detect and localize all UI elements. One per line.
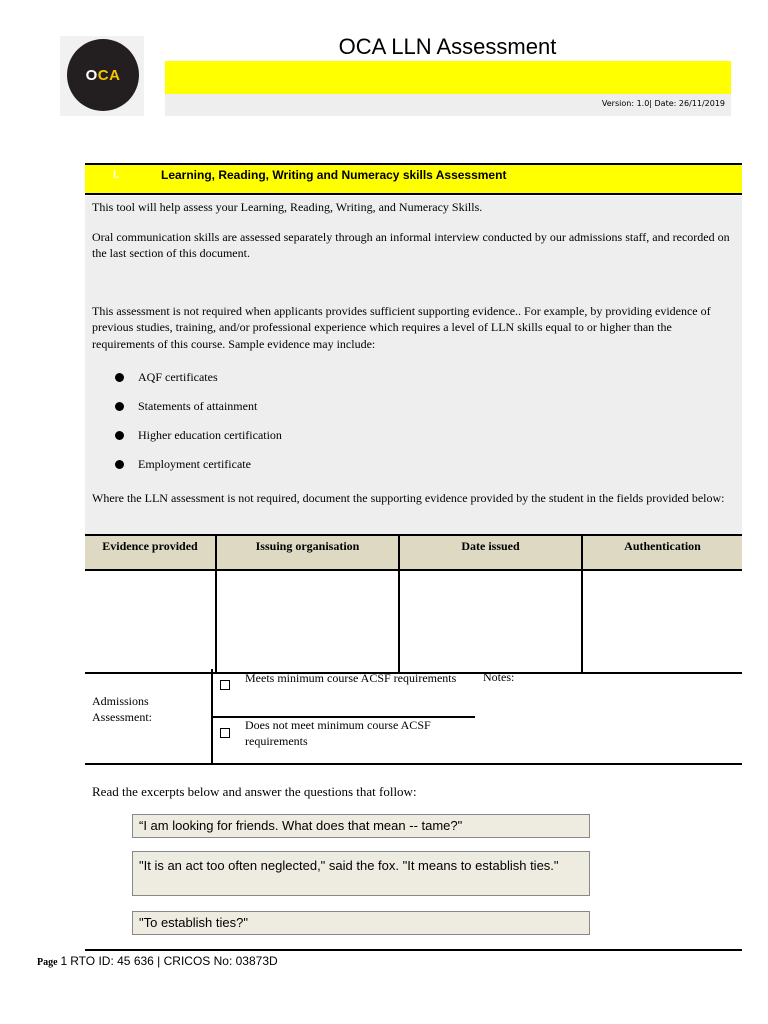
not-meets-requirements-checkbox[interactable] [220,728,230,738]
list-item-text: Higher education certification [138,428,282,442]
column-header-authentication: Authentication [582,535,742,570]
bullet-icon [115,460,124,469]
list-item [92,456,735,485]
evidence-table [85,534,742,674]
intro-paragraph-3: This assessment is not required when applicants provides sufficient supporting evidence.. For example, by providing evidence of previous studies, training, and/or professional experience which requires a level of LLN skills equal to or higher than the requirements of this course. Sample evidence may include: [92,303,711,351]
excerpt-quote-1: “I am looking for friends. What does that mean -- tame?" [132,814,590,838]
version-info: Version: 1.0| Date: 26/11/2019 [165,94,731,116]
footer-rule [85,949,742,951]
column-header-date-issued: Date issued [399,535,582,570]
table-header-row [85,535,742,570]
logo-background [60,36,144,116]
header-highlight-band [165,61,731,94]
admissions-bottom-rule [85,763,742,765]
meets-requirements-checkbox[interactable] [220,680,230,690]
page-footer [37,954,278,969]
excerpt-quote-2 [132,851,590,896]
section-number: I. [113,169,120,181]
evidence-provided-cell[interactable] [85,570,216,673]
section-title: Learning, Reading, Writing and Numeracy skills Assessment [161,168,507,182]
bullet-icon [115,431,124,440]
evidence-examples-list [92,369,735,485]
column-header-evidence: Evidence provided [85,535,216,570]
bullet-icon [115,402,124,411]
page-label: Page [37,957,58,968]
section-heading [85,163,742,195]
list-item-text: AQF certificates [138,370,218,384]
list-item-text: Employment certificate [138,457,251,471]
intro-block [85,196,742,534]
logo-letter-o: O [85,66,98,84]
logo-letters-ca: CA [97,66,121,84]
table-row [85,570,742,673]
page-number: 1 [60,954,68,968]
intro-paragraph-2: Oral communication skills are assessed separately through an informal interview conducted by our admissions staff, and recorded on the last section of this document. [92,229,730,260]
excerpt-quote-3: "To establish ties?" [132,911,590,935]
list-item [92,369,735,398]
list-item-text: Statements of attainment [138,399,258,413]
excerpt-quote-2-text: "It is an act too often neglected," said the fox. "It means to establish ties." [139,858,559,873]
document-title: OCA LLN Assessment [338,34,557,59]
reading-instruction: Read the excerpts below and answer the questions that follow: [92,784,417,799]
intro-paragraph-4: Where the LLN assessment is not required, document the supporting evidence provided by the student in the fields provided below: [92,491,725,505]
issuing-organisation-cell[interactable] [216,570,399,673]
meets-requirements-label: Meets minimum course ACSF requirements [245,671,457,685]
list-item [92,427,735,456]
authentication-cell[interactable] [582,570,742,673]
not-meets-requirements-label: Does not meet minimum course ACSF requirements [245,718,431,748]
bullet-icon [115,373,124,382]
list-item [92,398,735,427]
admissions-assessment-label: Admissions Assessment: [92,694,152,724]
rto-cricos-info: RTO ID: 45 636 | CRICOS No: 03873D [70,954,278,968]
oca-logo [67,39,139,111]
intro-paragraph-1: This tool will help assess your Learning, Reading, Writing, and Numeracy Skills. [92,200,483,214]
date-issued-cell[interactable] [399,570,582,673]
column-header-issuing-organisation: Issuing organisation [216,535,399,570]
notes-label: Notes: [483,670,515,684]
